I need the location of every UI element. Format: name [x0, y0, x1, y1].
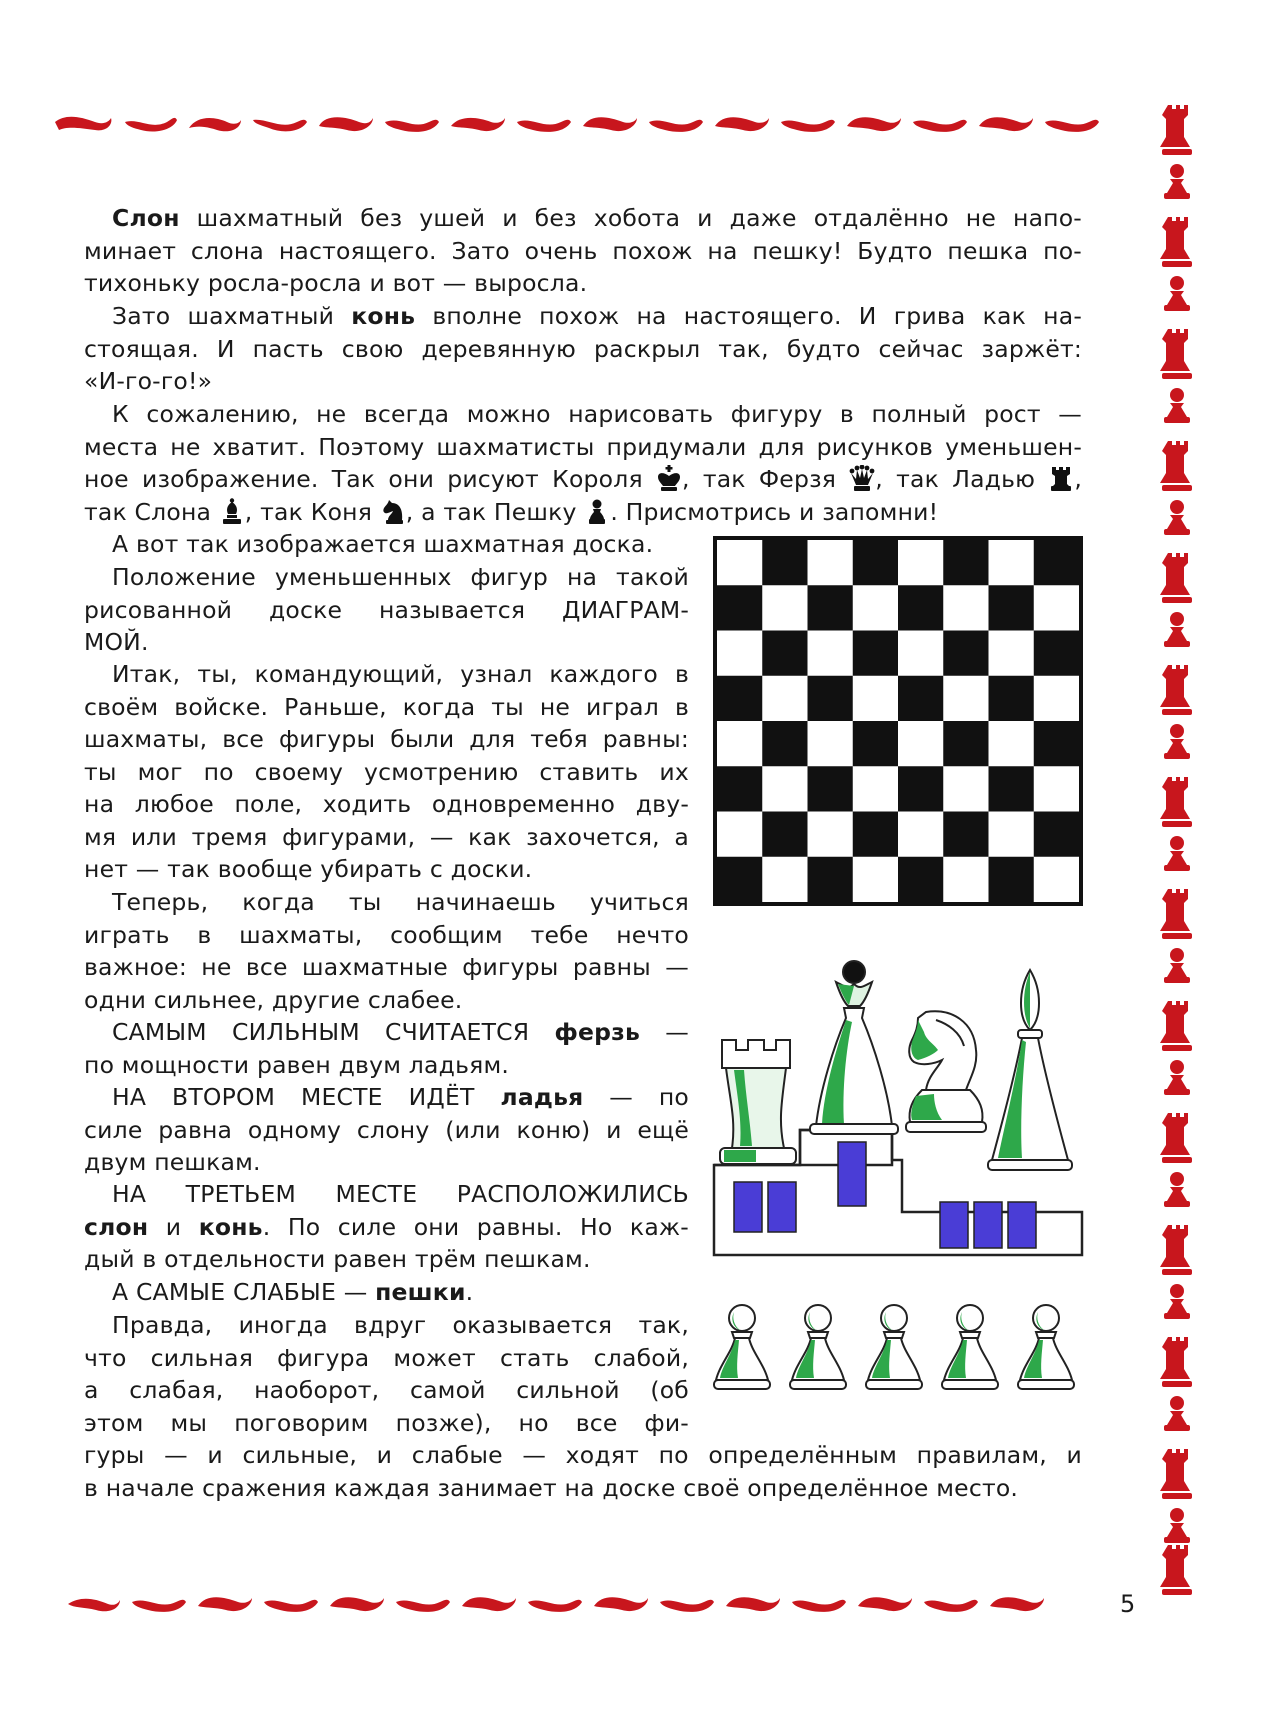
paragraph-rook: НА ВТОРОМ МЕСТЕ ИДЁТ ладья — по силе равна одному слону (или коню) и ещё двум пешкам.	[84, 1083, 689, 1176]
podium-window	[838, 1142, 866, 1206]
podium-window	[940, 1202, 968, 1248]
queen-figure	[810, 961, 898, 1134]
page-number: 5	[1120, 1590, 1136, 1618]
rook-figure	[720, 1040, 796, 1164]
board-square-dark	[989, 857, 1034, 902]
term-knight: конь	[351, 302, 416, 330]
pawn-figure	[942, 1305, 998, 1389]
rook-icon	[1048, 465, 1074, 491]
term-pawns: пешки	[375, 1278, 466, 1306]
board-square-dark	[989, 585, 1034, 630]
board-square-dark	[1034, 540, 1079, 585]
podium-window	[768, 1182, 796, 1232]
board-square-dark	[898, 676, 943, 721]
board-square-dark	[989, 676, 1034, 721]
paragraph-rules: Правда, иногда вдруг оказывается так, что сильная фигура может стать слабой, а слабая, наоборот, самой сильной (об этом мы поговорим позже), но все фи-	[84, 1311, 689, 1437]
board-square-dark	[1034, 812, 1079, 857]
board-square-dark	[717, 585, 762, 630]
board-square-dark	[762, 812, 807, 857]
paragraph-bishop: Слон шахматный без ушей и без хобота и даже отдалённо не напо- минает слона настоящего. Зато очень похож на пешку! Будто пешка по- тихоньку росла-росла и вот — выросла.	[84, 204, 1082, 297]
bishop-icon	[219, 498, 245, 524]
term-rook: ладья	[500, 1083, 584, 1111]
paragraph-board-intro: А вот так изображается шахматная доска.	[112, 530, 654, 558]
board-square-dark	[853, 812, 898, 857]
board-square-dark	[1034, 631, 1079, 676]
piece-strength-podium-illustration	[712, 950, 1087, 1260]
term-knight-2: конь	[198, 1212, 263, 1241]
paragraph-bishop-knight: НА ТРЕТЬЕМ МЕСТЕ РАСПОЛОЖИЛИСЬ слон и конь. По силе они равны. Но каж- дый в отдельности равен трём пешкам.	[84, 1180, 689, 1273]
board-square-dark	[808, 585, 853, 630]
paragraph-piece-symbols: К сожалению, не всегда можно нарисовать фигуру в полный рост — места не хватит. Поэтому шахматисты придумали для рисунков уменьшен- ное изображение. Так они рисуют Короля , так Ферзя , так Ладью , так Слона , так Коня , а так Пешку . Присмотрись и запомни!	[84, 400, 1082, 526]
paragraph-diagram: Положение уменьшенных фигур на такой рисованной доске называется ДИАГРАМ- МОЙ.	[84, 563, 689, 656]
knight-icon	[380, 498, 406, 524]
board-square-dark	[717, 766, 762, 811]
podium-window	[734, 1182, 762, 1232]
board-square-dark	[898, 857, 943, 902]
pawn-figure	[714, 1305, 770, 1389]
paragraph-pawns: А САМЫЕ СЛАБЫЕ — пешки.	[112, 1278, 474, 1306]
paragraph-rules-end: гуры — и сильные, и слабые — ходят по определённым правилам, и в начале сражения каждая занимает на доске своё определённое место.	[84, 1441, 1082, 1502]
board-square-dark	[853, 721, 898, 766]
term-bishop: Слон	[112, 204, 180, 232]
paragraph-knight: Зато шахматный конь вполне похож на настоящего. И грива как на- стоящая. И пасть свою деревянную раскрыл так, будто сейчас заржёт: «И-го-го!»	[84, 302, 1082, 395]
board-square-dark	[853, 631, 898, 676]
board-square-dark	[943, 631, 988, 676]
board-square-dark	[808, 857, 853, 902]
pawn-figure	[1018, 1305, 1074, 1389]
board-square-dark	[717, 676, 762, 721]
pawn-figure	[866, 1305, 922, 1389]
knight-figure	[906, 1011, 986, 1132]
board-square-dark	[853, 540, 898, 585]
podium-window	[974, 1202, 1002, 1248]
chessboard	[713, 536, 1083, 906]
board-square-dark	[808, 676, 853, 721]
board-square-dark	[762, 540, 807, 585]
board-square-dark	[943, 540, 988, 585]
term-bishop-2: слон	[84, 1212, 149, 1241]
bishop-figure	[988, 970, 1072, 1170]
queen-icon	[849, 465, 875, 491]
top-wave-border	[55, 108, 1135, 140]
board-square-dark	[1034, 721, 1079, 766]
board-square-dark	[989, 766, 1034, 811]
paragraph-army: Итак, ты, командующий, узнал каждого в своём войске. Раньше, когда ты не играл в шахматы, все фигуры были для тебя равны: ты мог по своему усмотрению ставить их на любое поле, ходить одновременно дву- мя или тремя фигурами, — как захочется, а нет — так вообще убирать с доски.	[84, 660, 689, 883]
board-square-dark	[808, 766, 853, 811]
term-queen: ферзь	[554, 1018, 641, 1046]
board-square-dark	[898, 585, 943, 630]
red-chess-piece-border	[1155, 105, 1205, 1600]
board-square-dark	[762, 721, 807, 766]
board-square-dark	[717, 857, 762, 902]
board-square-dark	[898, 766, 943, 811]
board-square-dark	[762, 631, 807, 676]
bottom-wave-border	[68, 1588, 1078, 1620]
board-square-dark	[943, 721, 988, 766]
paragraph-queen: САМЫМ СИЛЬНЫМ СЧИТАЕТСЯ ферзь — по мощности равен двум ладьям.	[84, 1018, 689, 1079]
pawns-row-illustration	[712, 1298, 1082, 1398]
board-square-dark	[943, 812, 988, 857]
king-icon	[656, 465, 682, 491]
pawn-figure	[790, 1305, 846, 1389]
paragraph-not-equal: Теперь, когда ты начинаешь учиться играть в шахматы, сообщим тебе нечто важное: не все шахматные фигуры равны — одни сильнее, другие слабее.	[84, 888, 689, 1014]
podium-window	[1008, 1202, 1036, 1248]
pawn-icon	[584, 498, 610, 524]
